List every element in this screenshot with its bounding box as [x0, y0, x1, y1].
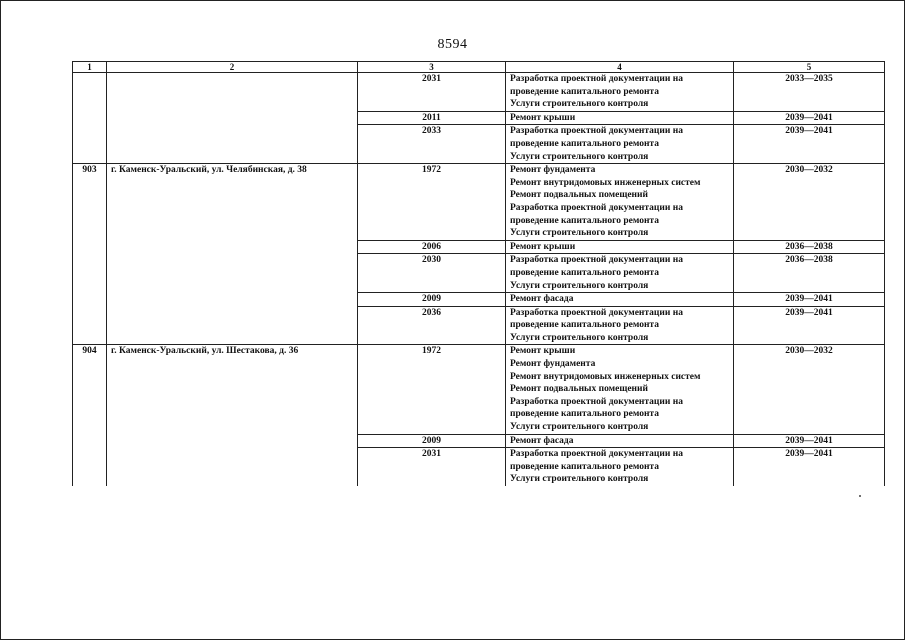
row-number: 904 — [73, 345, 107, 486]
column-header: 4 — [506, 62, 734, 73]
work-item: Услуги строительного контроля — [510, 332, 649, 343]
year-cell: 2009 — [358, 434, 506, 448]
work-item: Ремонт фасада — [510, 435, 574, 446]
work-item: Ремонт крыши — [510, 346, 576, 357]
building-address: г. Каменск-Уральский, ул. Шестакова, д. 36 — [107, 345, 358, 486]
works-cell — [506, 448, 734, 486]
work-item: Разработка проектной документации на — [510, 126, 683, 137]
column-header: 5 — [734, 62, 885, 73]
row-number — [73, 73, 107, 164]
period-cell: 2030—2032 — [734, 164, 885, 241]
year-cell: 2031 — [358, 448, 506, 486]
table-body — [73, 73, 885, 487]
table-row — [73, 345, 885, 434]
works-cell — [506, 125, 734, 164]
work-item: Разработка проектной документации на — [510, 255, 683, 266]
work-item: Ремонт фасада — [510, 294, 574, 305]
period-cell: 2039—2041 — [734, 125, 885, 164]
header-row — [73, 62, 885, 73]
work-item: Услуги строительного контроля — [510, 151, 649, 162]
year-cell: 2036 — [358, 306, 506, 345]
works-cell — [506, 164, 734, 241]
period-cell: 2039—2041 — [734, 306, 885, 345]
work-item: Разработка проектной документации на — [510, 396, 683, 407]
work-item: Разработка проектной документации на — [510, 307, 683, 318]
repair-schedule-table — [72, 61, 885, 486]
work-item: проведение капитального ремонта — [510, 320, 659, 331]
work-item: Разработка проектной документации на — [510, 202, 683, 213]
period-cell: 2030—2032 — [734, 345, 885, 434]
work-item: Ремонт фундамента — [510, 165, 596, 176]
work-item: проведение капитального ремонта — [510, 267, 659, 278]
building-address — [107, 73, 358, 164]
year-cell: 2011 — [358, 111, 506, 125]
year-cell: 1972 — [358, 345, 506, 434]
work-item: проведение капитального ремонта — [510, 86, 659, 97]
year-cell: 2030 — [358, 254, 506, 293]
table-row — [73, 73, 885, 112]
works-cell — [506, 111, 734, 125]
period-cell: 2033—2035 — [734, 73, 885, 112]
works-cell — [506, 293, 734, 307]
column-header: 3 — [358, 62, 506, 73]
work-item: Услуги строительного контроля — [510, 99, 649, 110]
work-item: Ремонт внутридомовых инженерных систем — [510, 177, 701, 188]
work-item: Услуги строительного контроля — [510, 422, 649, 433]
work-item: Ремонт крыши — [510, 112, 576, 123]
works-cell — [506, 345, 734, 434]
work-item: Разработка проектной документации на — [510, 74, 683, 84]
works-cell — [506, 434, 734, 448]
work-item: Ремонт внутридомовых инженерных систем — [510, 371, 701, 382]
period-cell: 2039—2041 — [734, 434, 885, 448]
page-number: 8594 — [437, 37, 468, 52]
work-item: Услуги строительного контроля — [510, 474, 649, 485]
works-cell — [506, 73, 734, 112]
work-item: Ремонт крыши — [510, 241, 576, 252]
work-item: Услуги строительного контроля — [510, 228, 649, 239]
works-cell — [506, 240, 734, 254]
year-cell: 1972 — [358, 164, 506, 241]
year-cell: 2006 — [358, 240, 506, 254]
period-cell: 2039—2041 — [734, 293, 885, 307]
work-item: Ремонт подвальных помещений — [510, 384, 648, 395]
period-cell: 2036—2038 — [734, 254, 885, 293]
row-number: 903 — [73, 164, 107, 345]
building-address: г. Каменск-Уральский, ул. Челябинская, д. 38 — [107, 164, 358, 345]
work-item: Ремонт подвальных помещений — [510, 190, 648, 201]
period-cell: 2036—2038 — [734, 240, 885, 254]
work-item: проведение капитального ремонта — [510, 461, 659, 472]
work-item: Ремонт фундамента — [510, 359, 596, 370]
column-header: 2 — [107, 62, 358, 73]
period-cell: 2039—2041 — [734, 448, 885, 486]
work-item: проведение капитального ремонта — [510, 138, 659, 149]
table-row — [73, 164, 885, 241]
work-item: проведение капитального ремонта — [510, 409, 659, 420]
works-cell — [506, 306, 734, 345]
work-item: Услуги строительного контроля — [510, 280, 649, 291]
table-header — [73, 62, 885, 73]
year-cell: 2031 — [358, 73, 506, 112]
year-cell: 2033 — [358, 125, 506, 164]
work-item: Разработка проектной документации на — [510, 449, 683, 460]
works-cell — [506, 254, 734, 293]
work-item: проведение капитального ремонта — [510, 215, 659, 226]
scan-artifact — [859, 495, 861, 497]
year-cell: 2009 — [358, 293, 506, 307]
period-cell: 2039—2041 — [734, 111, 885, 125]
column-header: 1 — [73, 62, 107, 73]
